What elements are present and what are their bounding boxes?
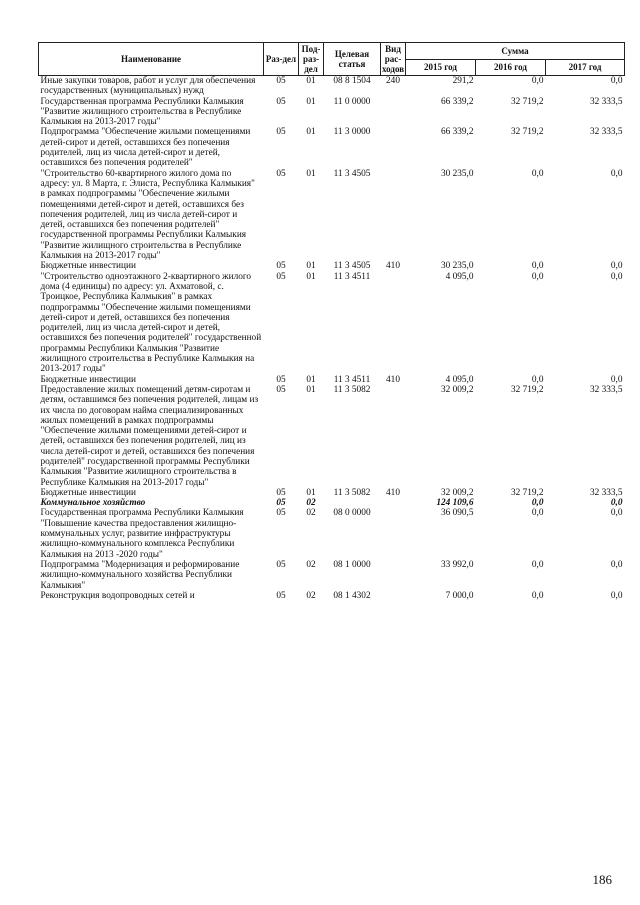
table-row [39,375,625,385]
row-2015: 66 339,2 [440,96,474,107]
row-vid [381,560,406,591]
row-podrazdel: 01 [306,168,316,179]
row-2015: 30 235,0 [440,261,474,272]
row-tselevaya: 11 3 0000 [333,127,371,138]
row-2017: 0,0 [610,271,623,282]
row-2015: 124 109,6 [436,498,474,509]
row-name: Коммунальное хозяйство [40,498,146,509]
row-tselevaya: 11 3 4511 [333,271,371,282]
row-2017: 32 333,5 [589,384,623,395]
row-name: Бюджетные инвестиции [40,261,136,272]
row-2015: 30 235,0 [440,168,474,179]
row-2015: 66 339,2 [440,127,474,138]
row-name: Государственная программа Республики Калмыкия "Развитие жилищного строительства в Республике Калмыкия на 2013-2017 годы" [40,96,244,128]
row-2017: 0,0 [610,498,623,509]
header-razdel: Раз-дел [264,43,299,76]
row-2016: 32 719,2 [510,96,544,107]
row-razdel: 05 [276,487,286,498]
row-tselevaya: 08 1 4302 [333,590,371,601]
row-razdel: 05 [276,168,286,179]
row-podrazdel: 02 [306,559,316,570]
row-tselevaya [324,498,381,508]
row-2017: 0,0 [610,168,623,179]
row-2017: 32 333,5 [589,127,623,138]
row-vid [381,591,406,601]
header-name: Наименование [39,43,264,76]
header-2017: 2017 год [546,59,625,76]
row-2017: 0,0 [610,590,623,601]
header-vid: Вид рас-ходов [382,44,405,74]
header-2015: 2015 год [406,59,476,76]
row-tselevaya: 11 3 5082 [333,384,371,395]
table-header [39,43,625,76]
row-name: Подпрограмма "Обеспечение жилыми помещениями детей-сирот и детей, оставшихся без попечения родителей, лиц из числа детей-сирот и детей, оставшихся без попечения родителей" [40,127,251,169]
page-number: 186 [592,872,612,887]
row-podrazdel: 01 [306,384,316,395]
row-podrazdel: 01 [306,96,316,107]
row-2015: 33 992,0 [440,559,474,570]
row-vid [381,97,406,128]
row-name: Реконструкция водопроводных сетей и [40,590,195,601]
row-razdel: 05 [276,96,286,107]
row-2017: 0,0 [610,374,623,385]
row-tselevaya: 08 1 0000 [333,559,371,570]
table-row [39,498,625,508]
row-2017: 0,0 [610,559,623,570]
header-tselevaya: Целевая статья [324,43,381,76]
row-podrazdel: 01 [306,127,316,138]
row-podrazdel: 02 [306,590,316,601]
row-2015: 4 095,0 [445,271,474,282]
row-2015: 32 009,2 [440,487,474,498]
row-tselevaya: 08 8 1504 [333,76,371,86]
table-row [39,272,625,375]
row-razdel: 05 [276,271,286,282]
row-name: Подпрограмма "Модернизация и реформирование жилищно-коммунального хозяйства Республики Калмыкия" [40,559,240,591]
row-2016: 0,0 [531,508,544,519]
row-2016: 0,0 [531,374,544,385]
table-row [39,76,625,97]
table-row [39,127,625,168]
row-podrazdel: 01 [306,374,316,385]
row-2016: 0,0 [531,261,544,272]
row-2017: 0,0 [610,76,623,86]
row-razdel: 05 [276,508,286,519]
row-2016: 0,0 [531,76,544,86]
row-vid [381,272,406,375]
row-2016: 32 719,2 [510,384,544,395]
table-row [39,560,625,591]
table-row [39,385,625,488]
row-razdel: 05 [276,76,286,86]
row-name: "Строительство 60-квартирного жилого дома по адресу: ул. 8 Марта, г. Элиста, Республика Калмыкия" в рамках подпрограммы "Обеспечение жилыми помещениями детей-сирот и детей, оставшихся без попечения родителей, лиц из числа детей-сирот и детей, оставшихся без попечения родителей" государственной программы Республики Калмыкия "Развитие жилищного строительства в Республике Калмыкия на 2013-2017 годы" [40,168,255,262]
row-vid [381,169,406,262]
row-name: "Строительство одноэтажного 2-квартирного жилого дома (4 единицы) по адресу: ул. Ахматовой, с. Троицкое, Республика Калмыкия" в рамках подпрограммы "Обеспечение жилыми помещениями детей-сирот и детей, оставшихся без попечения родителей, лиц из числа детей-сирот и детей, оставшихся без попечения родителей" государственной программы Республики Калмыкия "Развитие жилищного строительства в Республике Калмыкия на 2013-2017 годы" [40,271,262,375]
row-2016: 0,0 [531,168,544,179]
row-2015: 36 090,5 [440,508,474,519]
row-name: Предоставление жилых помещений детям-сиротам и детям, оставшимся без попечения родителей, лицам из их числа по договорам найма специализированных жилых помещений в рамках подпрограммы "Обеспечение жилыми помещениями детей-сирот и детей, оставшихся без попечения родителей, лиц из числа детей-сирот и детей, оставшихся без попечения родителей" государственной программы Республики Калмыкия "Развитие жилищного строительства в Республике Калмыкия на 2013-2017 годы" [40,384,259,488]
table-row [39,591,625,601]
row-2017: 32 333,5 [589,487,623,498]
table-row [39,169,625,262]
row-tselevaya: 11 3 4511 [333,374,371,385]
table-row [39,508,625,559]
table-row [39,261,625,271]
header-2016: 2016 год [476,59,546,76]
table-row [39,488,625,498]
row-name: Иные закупки товаров, работ и услуг для обеспечения государственных (муниципальных) нужд [40,76,256,97]
row-razdel: 05 [276,374,286,385]
row-podrazdel: 02 [306,498,316,509]
row-name: Бюджетные инвестиции [40,487,136,498]
row-2015: 32 009,2 [440,384,474,395]
row-tselevaya: 11 0 0000 [333,96,371,107]
table-row [39,97,625,128]
row-2017: 32 333,5 [589,96,623,107]
row-name: Государственная программа Республики Калмыкия "Повышение качества предоставления жилищно-коммунальных услуг, развитие инфраструктуры жилищно-коммунального комплекса Республики Калмыкия на 2013 -2020 годы" [40,508,244,560]
row-podrazdel: 01 [306,261,316,272]
row-vid [381,508,406,559]
row-2015: 7 000,0 [445,590,474,601]
row-2016: 0,0 [531,271,544,282]
row-razdel: 05 [276,261,286,272]
row-2016: 32 719,2 [510,487,544,498]
header-podrazdel: Под-раз-дел [299,43,324,76]
row-podrazdel: 02 [306,508,316,519]
row-vid: 410 [386,374,400,385]
row-2016: 0,0 [531,498,544,509]
budget-table [38,42,625,601]
row-razdel: 05 [276,384,286,395]
row-tselevaya: 11 3 5082 [333,487,371,498]
row-2016: 0,0 [531,590,544,601]
row-vid: 410 [386,261,400,272]
row-razdel: 05 [276,590,286,601]
row-vid [381,127,406,168]
row-name: Бюджетные инвестиции [40,374,136,385]
row-tselevaya: 11 3 4505 [333,168,371,179]
row-2017: 0,0 [610,508,623,519]
row-tselevaya: 08 0 0000 [333,508,371,519]
row-podrazdel: 01 [306,487,316,498]
row-podrazdel: 01 [306,76,316,86]
row-2016: 32 719,2 [510,127,544,138]
row-razdel: 05 [276,498,286,509]
row-vid: 410 [386,487,400,498]
header-summa: Сумма [406,43,625,60]
row-razdel: 05 [276,127,286,138]
row-podrazdel: 01 [306,271,316,282]
row-razdel: 05 [276,559,286,570]
row-2017: 0,0 [610,261,623,272]
row-tselevaya: 11 3 4505 [333,261,371,272]
table-body [39,76,625,602]
row-2016: 0,0 [531,559,544,570]
row-vid: 240 [386,76,400,86]
row-vid [381,498,406,508]
row-2015: 4 095,0 [445,374,474,385]
row-vid [381,385,406,488]
row-2015: 291,2 [452,76,474,86]
